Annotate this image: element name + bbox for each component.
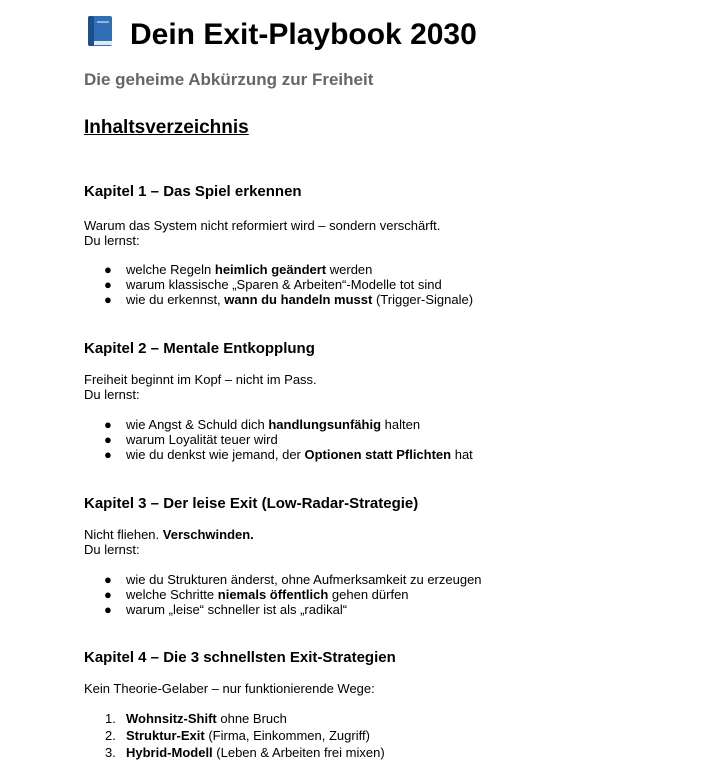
bullet-marker: ●	[104, 587, 112, 602]
list-item: ● wie du denkst wie jemand, der Optionen statt Pflichten hat	[104, 447, 473, 462]
chapter-3-title: Kapitel 3 – Der leise Exit (Low-Radar-Strategie)	[84, 495, 419, 512]
list-item: ● warum klassische „Sparen & Arbeiten“-Modelle tot sind	[104, 277, 442, 292]
bullet-marker: ●	[104, 262, 112, 277]
list-item: 3. Hybrid-Modell (Leben & Arbeiten frei mixen)	[105, 745, 385, 760]
chapter-1-intro-text: Warum das System nicht reformiert wird – sondern verschärft.	[84, 218, 441, 233]
bullet-marker: ●	[104, 572, 112, 587]
list-item: ● wie du Strukturen änderst, ohne Aufmerksamkeit zu erzeugen	[104, 572, 482, 587]
chapter-2-intro	[84, 372, 317, 402]
chapter-4-intro-text: Kein Theorie-Gelaber – nur funktionierende Wege:	[84, 681, 375, 696]
list-item: ● wie Angst & Schuld dich handlungsunfähig halten	[104, 417, 421, 432]
document-subtitle: Die geheime Abkürzung zur Freiheit	[84, 70, 374, 89]
list-item: 1. Wohnsitz-Shift ohne Bruch	[105, 711, 287, 726]
chapter-4-list	[84, 710, 385, 761]
blue-book-icon	[84, 14, 118, 48]
toc-heading: Inhaltsverzeichnis	[84, 117, 249, 138]
bullet-marker: ●	[104, 277, 112, 292]
chapter-4-intro	[84, 681, 375, 696]
chapter-2-list	[84, 417, 473, 462]
list-item: ● warum Loyalität teuer wird	[104, 432, 278, 447]
bullet-marker: ●	[104, 432, 112, 447]
chapter-2-lead: Du lernst:	[84, 387, 140, 402]
chapter-1-title: Kapitel 1 – Das Spiel erkennen	[84, 183, 302, 200]
list-item: ● welche Regeln heimlich geändert werden	[104, 262, 373, 277]
document-title-text: Dein Exit-Playbook 2030	[130, 18, 477, 51]
chapter-3-list	[84, 572, 482, 617]
chapter-2-intro-text: Freiheit beginnt im Kopf – nicht im Pass.	[84, 372, 317, 387]
bullet-marker: ●	[104, 292, 112, 307]
list-item: 2. Struktur-Exit (Firma, Einkommen, Zugriff)	[105, 728, 370, 743]
chapter-3-intro	[84, 527, 254, 557]
list-item: ● warum „leise“ schneller ist als „radikal“	[104, 602, 348, 617]
chapter-1-lead: Du lernst:	[84, 233, 140, 248]
chapter-4-title: Kapitel 4 – Die 3 schnellsten Exit-Strategien	[84, 649, 396, 666]
chapter-3-lead: Du lernst:	[84, 542, 140, 557]
chapter-3-intro-text: Nicht fliehen. Verschwinden.	[84, 527, 254, 542]
bullet-marker: ●	[104, 417, 112, 432]
chapter-1-intro	[84, 218, 440, 248]
list-number: 2.	[105, 728, 116, 743]
chapter-2-title: Kapitel 2 – Mentale Entkopplung	[84, 340, 315, 357]
chapter-1-list	[84, 262, 473, 307]
document-title	[84, 14, 477, 52]
list-number: 1.	[105, 711, 116, 726]
bullet-marker: ●	[104, 447, 112, 462]
list-item: ● wie du erkennst, wann du handeln musst (Trigger-Signale)	[104, 292, 474, 307]
list-item: ● welche Schritte niemals öffentlich gehen dürfen	[104, 587, 409, 602]
bullet-marker: ●	[104, 602, 112, 617]
list-number: 3.	[105, 745, 116, 760]
